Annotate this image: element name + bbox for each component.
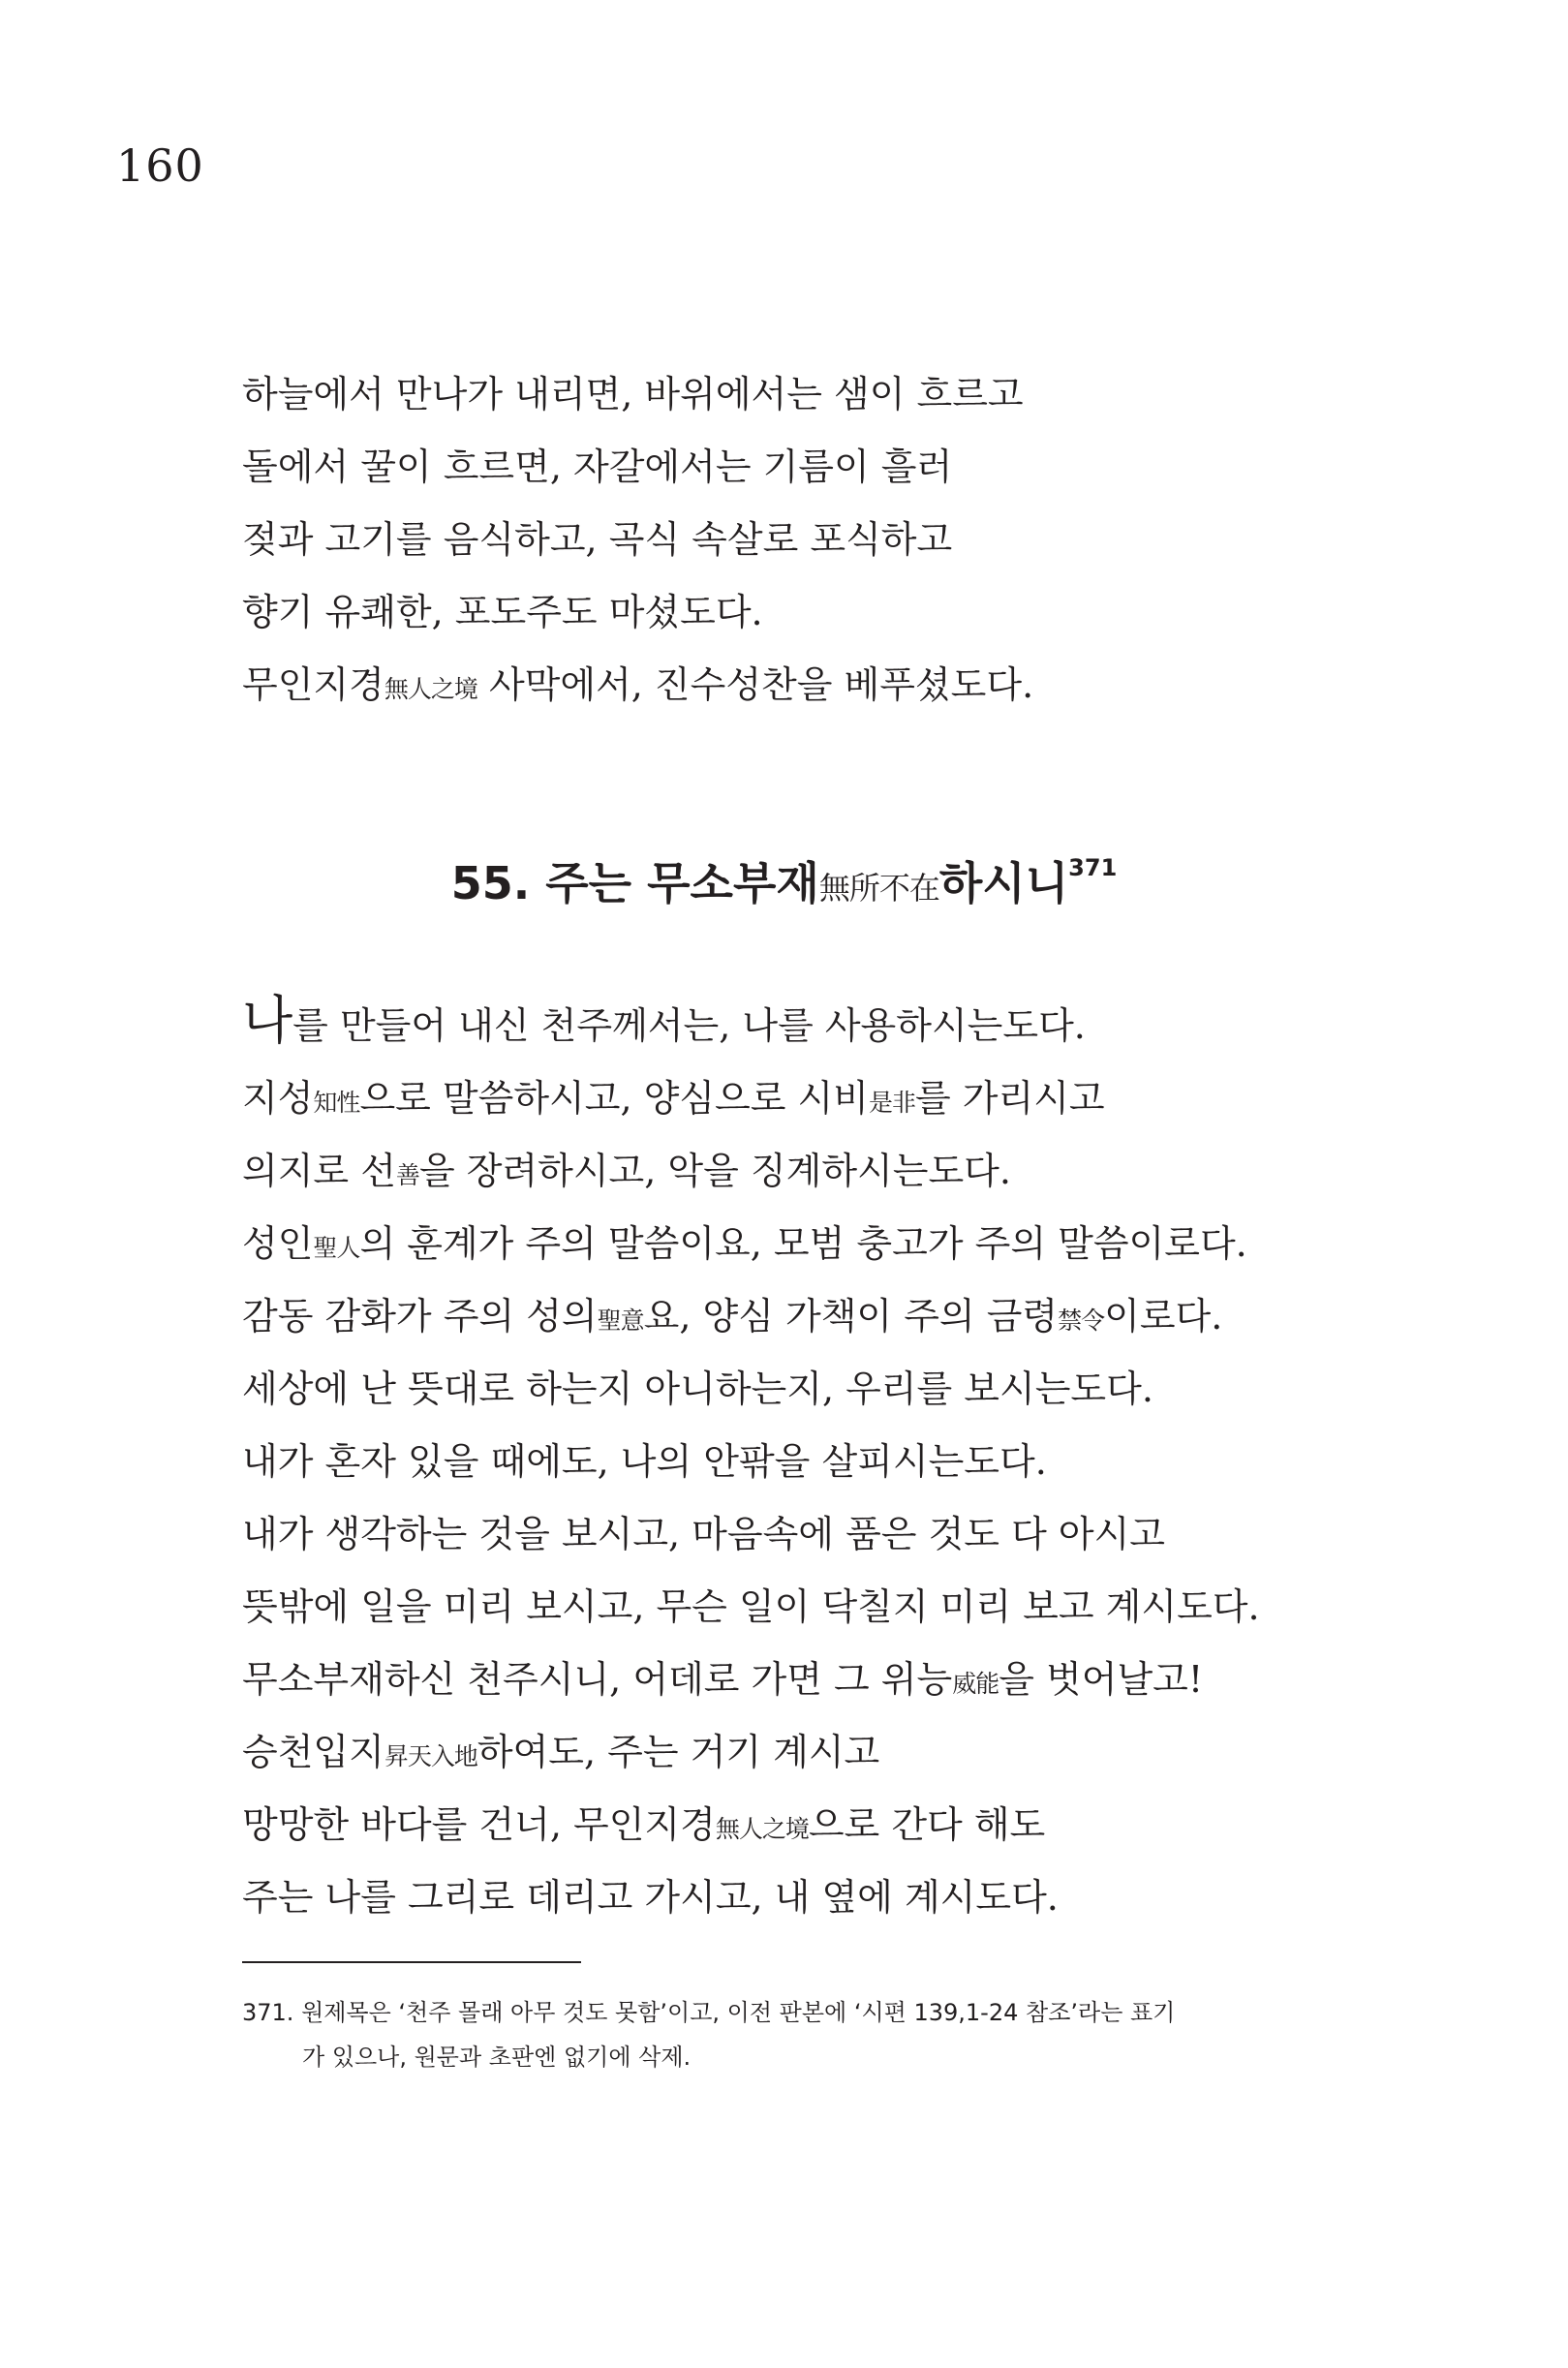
verse-text: 무인지경 <box>242 663 384 706</box>
verse-text: 내가 혼자 있을 때에도, 나의 안팎을 살피시는도다. <box>242 1440 1047 1483</box>
footnote-text: 371. 원제목은 ‘천주 몰래 아무 것도 못함’이고, 이전 판본에 ‘시편 139,1-24 참조’라는 표기 <box>242 1999 1176 2026</box>
verse-line <box>242 1426 1404 1498</box>
verse-line <box>242 1280 1404 1353</box>
verse-text: 으로 말씀하시고, 양심으로 시비 <box>359 1077 869 1120</box>
footnote-text-continued: 가 있으나, 원문과 초판엔 없기에 삭제. <box>302 2044 692 2071</box>
verse-text: 요, 양심 가책이 주의 금령 <box>643 1295 1059 1338</box>
verse-text: 성인 <box>242 1222 314 1265</box>
verse-text: 주는 나를 그리로 데리고 가시고, 내 옆에 계시도다. <box>242 1876 1059 1919</box>
verse-text: 세상에 난 뜻대로 하는지 아니하는지, 우리를 보시는도다. <box>242 1368 1153 1410</box>
verse-text: 을 장려하시고, 악을 징계하시는도다. <box>418 1150 1011 1192</box>
hanja-gloss: 無人之境 <box>384 675 477 703</box>
verse-text: 의지로 선 <box>242 1150 396 1192</box>
verse-text: 를 만들어 내신 천주께서는, 나를 사용하시는도다. <box>292 1004 1086 1047</box>
verse-text: 승천입지 <box>242 1731 384 1773</box>
verse-line: 하늘에서 만나가 내리면, 바위에서는 샘이 흐르고 <box>242 373 1024 415</box>
verse-text: 을 벗어날고! <box>999 1658 1204 1701</box>
footnote-divider <box>242 1961 581 1963</box>
verse-line <box>242 1644 1404 1716</box>
title-hanja: 無所不在 <box>818 870 939 907</box>
verse-text: 하여도, 주는 거기 계시고 <box>477 1731 880 1773</box>
verse-text: 사막에서, 진수성찬을 베푸셨도다. <box>477 663 1034 706</box>
hanja-gloss: 威能 <box>952 1670 999 1698</box>
verse-line <box>242 1135 1404 1208</box>
hanja-gloss: 聖人 <box>313 1234 360 1262</box>
verse-line <box>242 1716 1404 1789</box>
footnote <box>242 1990 1346 2079</box>
verse-line <box>242 649 1404 722</box>
hanja-gloss: 知性 <box>313 1089 360 1117</box>
verse-text: 으로 간다 해도 <box>808 1803 1046 1846</box>
hanja-gloss: 昇天入地 <box>384 1742 477 1770</box>
verse-line: 젖과 고기를 음식하고, 곡식 속살로 포식하고 <box>242 518 953 561</box>
prelude-verse <box>242 358 1404 722</box>
verse-line <box>242 1208 1404 1280</box>
page-number: 160 <box>116 139 204 192</box>
footnote-reference[interactable]: 371 <box>1068 853 1118 881</box>
title-suffix: 하시니 <box>938 857 1069 909</box>
verse-line <box>242 1353 1404 1426</box>
poem-body <box>242 990 1404 1934</box>
hanja-gloss: 無人之境 <box>715 1815 809 1843</box>
hanja-gloss: 是非 <box>868 1089 915 1117</box>
verse-line <box>242 1571 1404 1644</box>
hanja-gloss: 善 <box>395 1161 419 1189</box>
verse-text: 이로다. <box>1104 1295 1223 1338</box>
verse-text: 감동 감화가 주의 성의 <box>242 1295 598 1338</box>
hanja-gloss: 禁令 <box>1058 1307 1105 1335</box>
verse-line <box>242 1062 1404 1135</box>
drop-cap: 나 <box>242 990 293 1051</box>
verse-text: 망망한 바다를 건너, 무인지경 <box>242 1803 716 1846</box>
section-title <box>0 852 1568 919</box>
verse-line <box>242 1861 1404 1934</box>
verse-text: 의 훈계가 주의 말씀이요, 모범 충고가 주의 말씀이로다. <box>359 1222 1247 1265</box>
hanja-gloss: 聖意 <box>597 1307 644 1335</box>
verse-text: 내가 생각하는 것을 보시고, 마음속에 품은 것도 다 아시고 <box>242 1513 1165 1555</box>
title-text: 55. 주는 무소부재 <box>450 857 819 909</box>
verse-line <box>242 1498 1404 1571</box>
verse-text: 지성 <box>242 1077 314 1120</box>
verse-line <box>242 1789 1404 1861</box>
verse-text: 를 가리시고 <box>914 1077 1105 1120</box>
verse-line: 돌에서 꿀이 흐르면, 자갈에서는 기름이 흘러 <box>242 446 953 488</box>
verse-line: 향기 유쾌한, 포도주도 마셨도다. <box>242 591 763 633</box>
verse-text: 무소부재하신 천주시니, 어데로 가면 그 위능 <box>242 1658 953 1701</box>
verse-text: 뜻밖에 일을 미리 보시고, 무슨 일이 닥칠지 미리 보고 계시도다. <box>242 1585 1260 1628</box>
verse-line <box>242 990 1404 1062</box>
